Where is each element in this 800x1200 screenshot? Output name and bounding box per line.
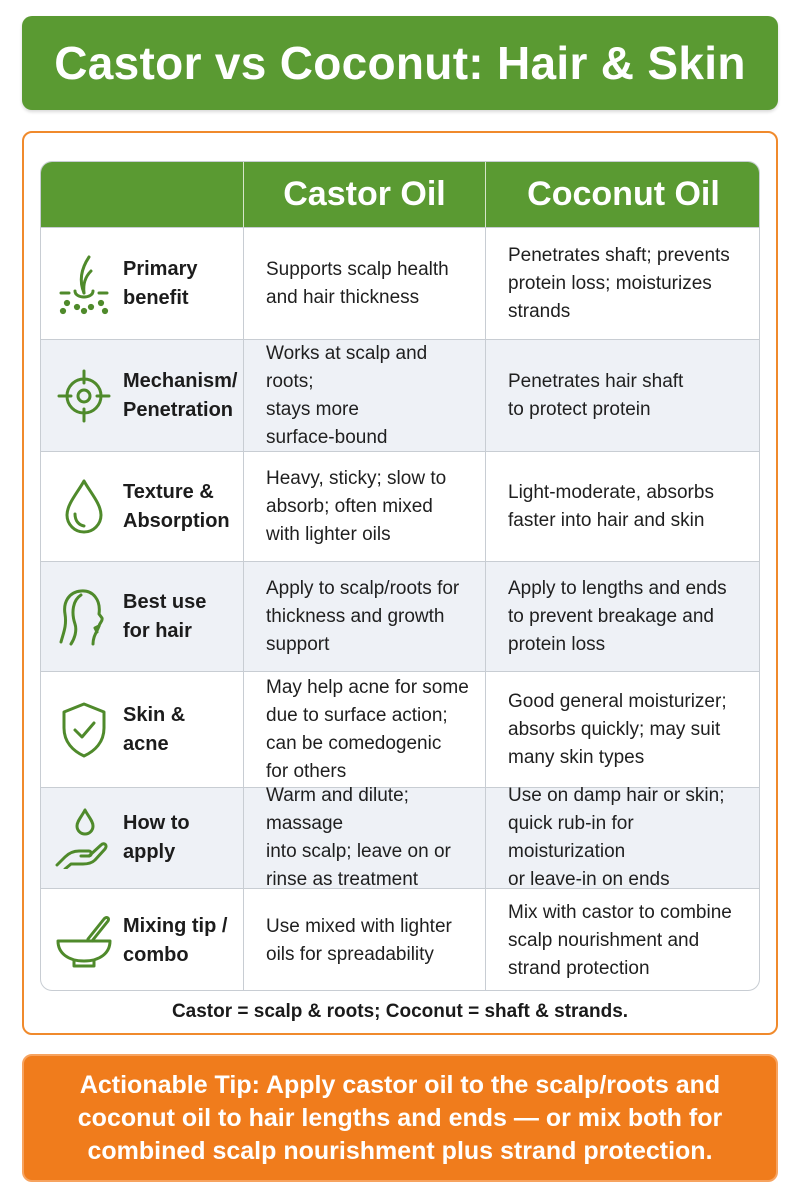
coconut-cell <box>485 785 760 890</box>
castor-cell <box>243 785 485 890</box>
row-label: Mechanism/ Penetration <box>123 369 238 421</box>
coconut-text: Penetrates shaft; prevents protein loss; moisturizes strands <box>508 244 730 322</box>
row-label-cell <box>41 562 243 671</box>
castor-cell <box>243 228 485 339</box>
castor-text: Warm and dilute; massage into scalp; leave on or rinse as treatment <box>266 785 451 890</box>
page-title: Castor vs Coconut: Hair & Skin <box>54 37 746 89</box>
mortar-pestle-icon <box>49 913 119 969</box>
castor-cell <box>243 562 485 671</box>
row-label: How to apply <box>123 812 190 863</box>
title-banner <box>22 16 778 110</box>
row-label: Texture & Absorption <box>123 480 230 532</box>
table-row <box>41 561 760 671</box>
castor-cell <box>243 672 485 787</box>
woman-profile-icon <box>49 586 119 648</box>
coconut-text: Light-moderate, absorbs faster into hair and skin <box>508 481 714 531</box>
coconut-cell <box>485 562 760 671</box>
castor-text: May help acne for some due to surface action; can be comedogenic for others <box>266 676 469 782</box>
summary-line: Castor = scalp & roots; Coconut = shaft & strands. <box>171 1001 629 1022</box>
coconut-cell <box>485 889 760 991</box>
header-castor-oil: Castor Oil <box>243 162 485 227</box>
coconut-text: Mix with castor to combine scalp nourishment and strand protection <box>508 901 732 979</box>
table-row <box>41 787 760 888</box>
castor-text: Apply to scalp/roots for thickness and growth support <box>266 577 460 655</box>
row-label-cell <box>41 340 243 451</box>
castor-cell <box>243 452 485 561</box>
table-row <box>41 888 760 991</box>
coconut-cell <box>485 452 760 561</box>
droplet-icon <box>49 478 119 536</box>
row-label-cell <box>41 228 243 339</box>
table-row <box>41 451 760 561</box>
actionable-tip: Actionable Tip: Apply castor oil to the scalp/roots and coconut oil to hair lengths and ends — or mix both for combined scalp nourishment plus strand protection. <box>77 1070 723 1165</box>
table-row <box>41 339 760 451</box>
coconut-text: Use on damp hair or skin; quick rub-in for moisturization or leave-in on ends <box>508 785 725 890</box>
coconut-cell <box>485 340 760 451</box>
row-label-cell <box>41 672 243 787</box>
coconut-text: Penetrates hair shaft to protect protein <box>508 370 684 420</box>
castor-cell <box>243 889 485 991</box>
table-header <box>41 162 760 227</box>
castor-text: Supports scalp health and hair thickness <box>266 258 449 308</box>
coconut-cell <box>485 228 760 339</box>
comparison-card <box>22 131 778 1035</box>
row-label-cell <box>41 788 243 888</box>
hair-follicle-icon <box>49 253 119 315</box>
shield-check-icon <box>49 701 119 759</box>
row-label: Best use for hair <box>123 590 207 642</box>
row-label: Mixing tip / combo <box>123 914 228 966</box>
header-coconut-oil: Coconut Oil <box>485 162 760 227</box>
tip-banner <box>22 1054 778 1182</box>
castor-text: Use mixed with lighter oils for spreadability <box>266 915 452 965</box>
coconut-text: Good general moisturizer; absorbs quickly; may suit many skin types <box>508 690 727 768</box>
table-row <box>41 227 760 339</box>
hand-drop-icon <box>49 807 119 869</box>
castor-cell <box>243 340 485 451</box>
row-label: Skin & acne <box>123 703 186 755</box>
target-icon <box>49 369 119 423</box>
row-label-cell <box>41 889 243 991</box>
row-label-cell <box>41 452 243 561</box>
table-row <box>41 671 760 787</box>
row-label: Primary benefit <box>123 257 198 309</box>
castor-text: Heavy, sticky; slow to absorb; often mixed with lighter oils <box>266 467 447 545</box>
castor-text: Works at scalp and roots; stays more surface-bound <box>266 342 428 448</box>
coconut-cell <box>485 672 760 787</box>
comparison-table <box>40 161 760 991</box>
coconut-text: Apply to lengths and ends to prevent breakage and protein loss <box>508 577 727 655</box>
header-blank-cell <box>41 162 243 227</box>
